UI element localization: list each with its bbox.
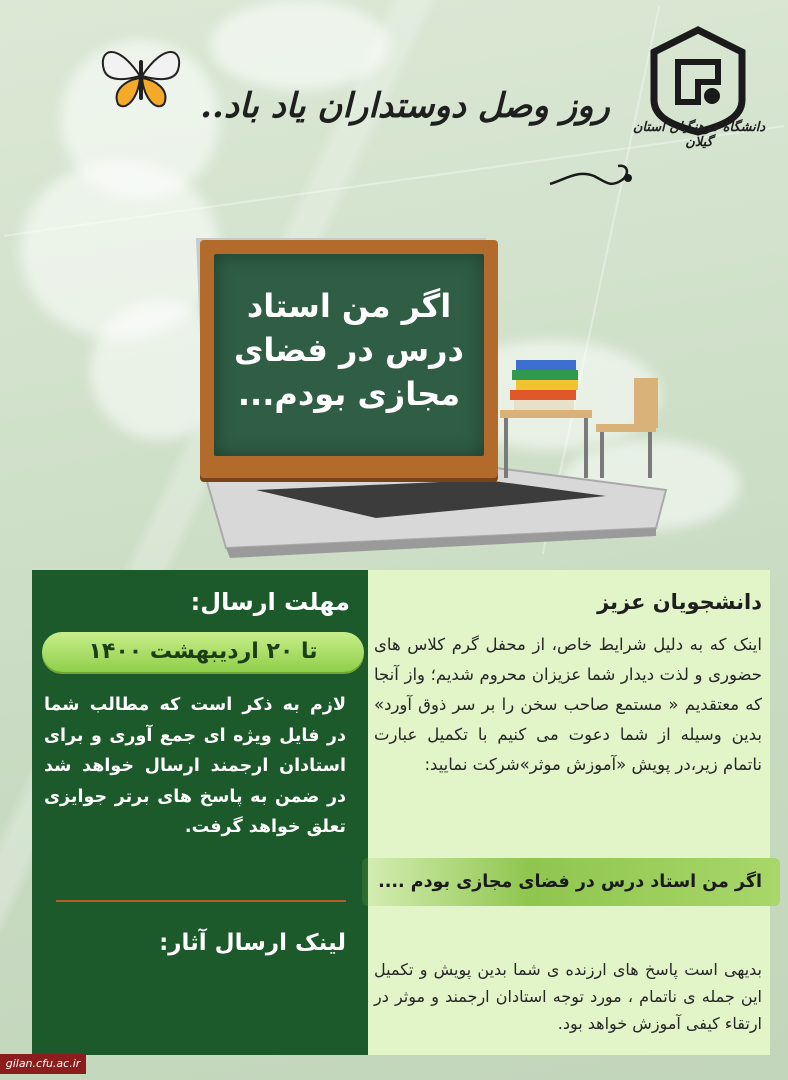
intro-paragraph: اینک که به دلیل شرایط خاص، از محفل گرم کلاس های حضوری و لذت دیدار شما عزیزان محروم شدیم؛ واز آنجا که معتقدیم « مستمع صاحب سخن را بر سر ذوق آورد» بدین وسیله از شما دعوت می کنیم با تکمیل عبارت ناتمام زیر،در پویش «آموزش موثر»شرکت نمایید: xyxy=(374,635,762,774)
greeting-heading: دانشجویان عزیز xyxy=(597,590,762,614)
butterfly-icon xyxy=(96,40,186,112)
prompt-banner xyxy=(362,858,780,906)
submission-link-title[interactable]: لینک ارسال آثار: xyxy=(159,930,346,956)
chalkboard-title xyxy=(224,284,474,416)
deadline-title: مهلت ارسال: xyxy=(190,588,350,616)
page-headline: روز وصل دوستداران یاد باد.. xyxy=(200,86,610,126)
deadline-date: تا ۲۰ اردیبهشت ۱۴۰۰ xyxy=(88,639,318,664)
chalkboard xyxy=(200,240,498,478)
smoke-cloud xyxy=(210,0,390,90)
site-watermark[interactable]: gilan.cfu.ac.ir xyxy=(0,1054,86,1074)
chalkboard-surface xyxy=(214,254,484,456)
closing-paragraph: بدیهی است پاسخ های ارزنده ی شما بدین پویش و تکمیل این جمله ی ناتمام ، مورد توجه استادان ارجمند و موثر در ارتقاء کیفی آموزش خواهد بود. xyxy=(374,960,762,1033)
chalkboard-line: درس در فضای xyxy=(234,331,464,369)
flourish-ornament-icon xyxy=(548,160,638,190)
divider xyxy=(56,900,346,902)
deadline-description: لازم به ذکر است که مطالب شما در فایل ویژه ای جمع آوری و برای استادان ارجمند ارسال خواهد شد در ضمن به پاسخ های برتر جوایزی تعلق خواهد گرفت. xyxy=(44,695,346,837)
deadline-badge xyxy=(42,632,364,672)
prompt-sentence: اگر من استاد درس در فضای مجازی بودم .... xyxy=(378,872,762,892)
logo-caption: دانشگاه فرهنگیان استان گیلان xyxy=(632,120,766,150)
chalkboard-line: اگر من استاد xyxy=(246,287,452,325)
chalkboard-line: مجازی بودم... xyxy=(237,375,461,413)
